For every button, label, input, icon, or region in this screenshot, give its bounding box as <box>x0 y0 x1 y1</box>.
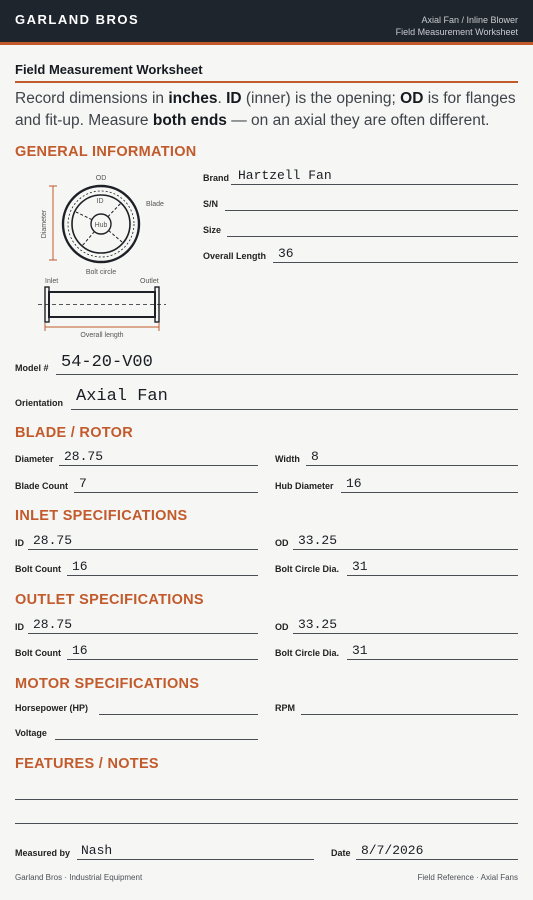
blade-diameter-field-line <box>59 465 258 466</box>
outlet-bolt-circle-value[interactable]: 31 <box>352 643 368 658</box>
brand-field-line <box>231 184 518 185</box>
intro-bold-both-ends: both ends <box>152 112 227 129</box>
blade-count-label: Blade Count <box>15 481 68 491</box>
measured-by-field-line <box>77 859 314 860</box>
diagram-outlet-label: Outlet <box>140 278 159 285</box>
outlet-bolt-circle-label: Bolt Circle Dia. <box>275 648 340 658</box>
diagram-blade-label: Blade <box>146 201 164 208</box>
outlet-bolt-count-label: Bolt Count <box>15 648 61 658</box>
blade-count-value[interactable]: 7 <box>79 476 87 491</box>
intro-text-3: (inner) is the opening; <box>241 90 401 107</box>
diagram-od-label: OD <box>95 175 107 182</box>
model-value[interactable]: 54-20-V00 <box>61 353 153 372</box>
footer-right: Field Reference · Axial Fans <box>417 873 518 882</box>
outlet-od-label: OD <box>275 622 289 632</box>
title-divider <box>15 81 518 83</box>
brand-logo-text: GARLAND BROS <box>15 12 140 27</box>
intro-bold-od: OD <box>400 90 424 107</box>
overall-length-field-line <box>273 262 518 263</box>
notes-line-1[interactable] <box>15 799 518 800</box>
header-bar <box>0 0 533 45</box>
blade-diameter-value[interactable]: 28.75 <box>64 449 104 464</box>
orientation-value[interactable]: Axial Fan <box>76 387 168 406</box>
inlet-od-label: OD <box>275 538 289 548</box>
diagram-overall-length-label: Overall length <box>80 332 124 339</box>
motor-rpm-label: RPM <box>275 703 295 713</box>
date-field-line <box>356 859 518 860</box>
motor-voltage-field-line <box>55 739 258 740</box>
inlet-bolt-count-value[interactable]: 16 <box>72 559 88 574</box>
blade-count-field-line <box>74 492 258 493</box>
hub-diameter-value[interactable]: 16 <box>346 476 362 491</box>
intro-bold-id: ID <box>226 90 242 107</box>
diagram-hub-label: Hub <box>94 222 108 229</box>
section-motor-heading: MOTOR SPECIFICATIONS <box>15 676 200 692</box>
inlet-id-value[interactable]: 28.75 <box>33 533 73 548</box>
hub-diameter-label: Hub Diameter <box>275 481 334 491</box>
orientation-field-line <box>71 409 518 410</box>
section-inlet-heading: INLET SPECIFICATIONS <box>15 508 188 524</box>
diagram-bolt-circle-label: Bolt circle <box>85 269 117 276</box>
blade-width-label: Width <box>275 454 300 464</box>
outlet-id-field-line <box>28 633 258 634</box>
size-field-line <box>227 236 518 237</box>
orientation-label: Orientation <box>15 398 64 408</box>
model-field-line <box>56 374 518 375</box>
blade-width-field-line <box>306 465 518 466</box>
outlet-bolt-count-field-line <box>67 659 258 660</box>
inlet-bolt-count-field-line <box>67 575 258 576</box>
inlet-bolt-circle-label: Bolt Circle Dia. <box>275 564 340 574</box>
outlet-bolt-circle-field-line <box>347 659 518 660</box>
outlet-id-value[interactable]: 28.75 <box>33 617 73 632</box>
section-general-heading: GENERAL INFORMATION <box>15 144 197 160</box>
header-subtitle-line1: Axial Fan / Inline Blower <box>421 15 518 25</box>
inlet-bolt-circle-value[interactable]: 31 <box>352 559 368 574</box>
motor-rpm-field-line <box>301 714 518 715</box>
header-subtitle-line2: Field Measurement Worksheet <box>395 27 518 37</box>
intro-text-1: Record dimensions in <box>15 90 169 107</box>
notes-line-2[interactable] <box>15 823 518 824</box>
motor-hp-label: Horsepower (HP) <box>15 703 89 713</box>
intro-paragraph <box>15 88 525 132</box>
section-notes-heading: FEATURES / NOTES <box>15 756 159 772</box>
outlet-od-field-line <box>293 633 518 634</box>
intro-bold-inches: inches <box>168 90 218 107</box>
inlet-bolt-circle-field-line <box>347 575 518 576</box>
model-label: Model # <box>15 363 49 373</box>
section-outlet-heading: OUTLET SPECIFICATIONS <box>15 592 204 608</box>
blade-diameter-label: Diameter <box>15 454 54 464</box>
section-blade-heading: BLADE / ROTOR <box>15 425 134 441</box>
intro-text-4: is for flanges and fit-up. Measure <box>15 90 516 129</box>
inlet-bolt-count-label: Bolt Count <box>15 564 61 574</box>
inlet-od-field-line <box>293 549 518 550</box>
overall-length-label: Overall Length <box>203 251 267 261</box>
motor-voltage-label: Voltage <box>15 728 47 738</box>
brand-value[interactable]: Hartzell Fan <box>238 168 332 183</box>
intro-text-5: — on an axial they are often different. <box>226 112 490 129</box>
blade-width-value[interactable]: 8 <box>311 449 319 464</box>
overall-length-value[interactable]: 36 <box>278 246 294 261</box>
inlet-id-label: ID <box>15 538 24 548</box>
measured-by-value[interactable]: Nash <box>81 843 113 858</box>
outlet-bolt-count-value[interactable]: 16 <box>72 643 88 658</box>
brand-label: Brand <box>203 173 230 183</box>
intro-text-2: . <box>217 90 227 107</box>
inlet-id-field-line <box>28 549 258 550</box>
sn-label: S/N <box>203 199 219 209</box>
worksheet-title: Field Measurement Worksheet <box>15 62 203 77</box>
date-label: Date <box>331 848 351 858</box>
motor-hp-field-line <box>99 714 258 715</box>
hub-diameter-field-line <box>341 492 518 493</box>
header-subtitle <box>396 14 518 38</box>
date-value[interactable]: 8/7/2026 <box>361 843 424 858</box>
measured-by-label: Measured by <box>15 848 71 858</box>
diagram-inlet-label: Inlet <box>45 278 59 285</box>
outlet-od-value[interactable]: 33.25 <box>298 617 338 632</box>
fan-diagram <box>32 170 182 345</box>
footer-left: Garland Bros · Industrial Equipment <box>15 873 143 882</box>
size-label: Size <box>203 225 222 235</box>
sn-field-line <box>225 210 518 211</box>
inlet-od-value[interactable]: 33.25 <box>298 533 338 548</box>
diagram-id-label: ID <box>96 198 104 205</box>
outlet-id-label: ID <box>15 622 24 632</box>
diagram-diameter-label: Diameter <box>41 209 48 239</box>
